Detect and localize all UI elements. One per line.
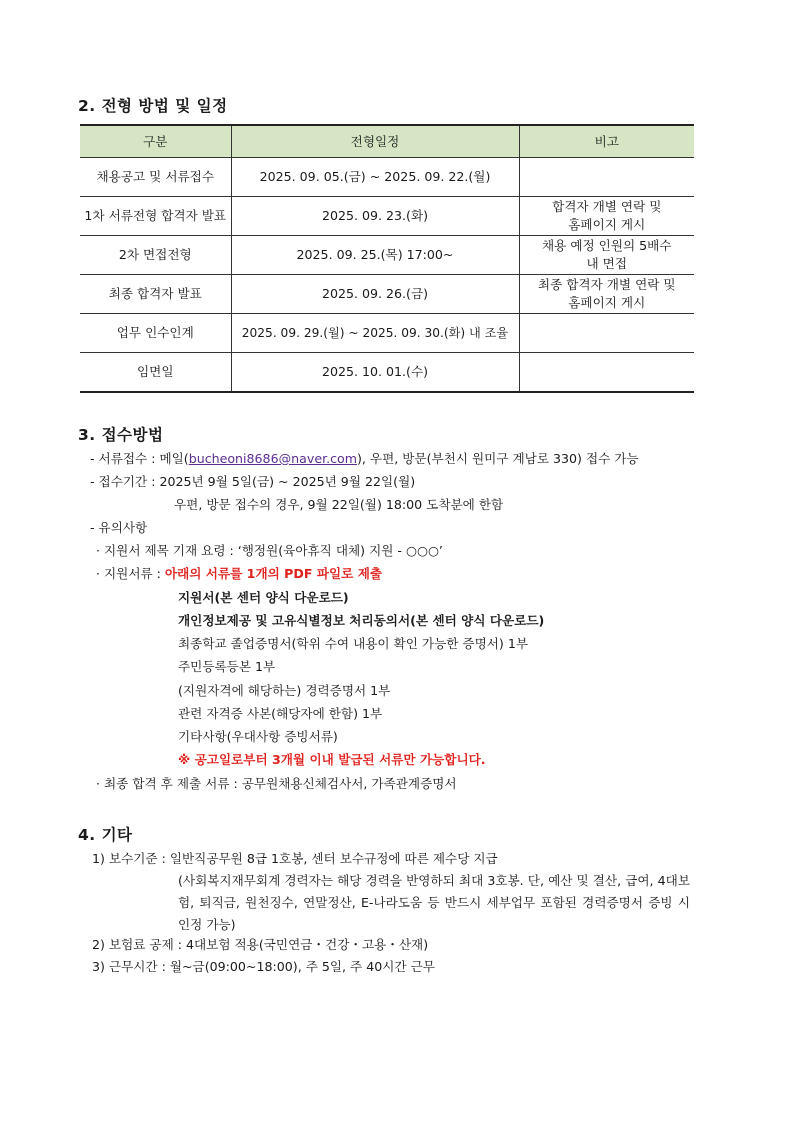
- row-schedule: 2025. 09. 05.(금) ~ 2025. 09. 22.(월): [231, 158, 519, 197]
- section-2-title: 2. 전형 방법 및 일정: [78, 97, 228, 115]
- row-schedule: 2025. 09. 23.(화): [231, 197, 519, 236]
- docs-line: · 지원서류 : 아래의 서류를 1개의 PDF 파일로 제출: [96, 566, 383, 581]
- doc-item: 기타사항(우대사항 증빙서류): [178, 729, 338, 744]
- row-schedule: 2025. 09. 29.(월) ~ 2025. 09. 30.(화) 내 조율: [231, 314, 519, 353]
- schedule-table: [80, 124, 694, 393]
- row-note: [519, 353, 694, 393]
- row-category: 업무 인수인계: [80, 314, 231, 353]
- doc-item: 지원서(본 센터 양식 다운로드): [178, 590, 349, 605]
- row-note: [519, 158, 694, 197]
- row-category: 2차 면접전형: [80, 236, 231, 275]
- row-note: 최종 합격자 개별 연락 및 홈페이지 게시: [519, 275, 694, 314]
- doc-receipt-line: - 서류접수 : 메일(bucheoni8686@naver.com), 우편, 방문(부천시 원미구 계남로 330) 접수 가능: [90, 451, 639, 466]
- table-row: [80, 275, 694, 314]
- table-row: [80, 236, 694, 275]
- section-3-title: 3. 접수방법: [78, 426, 164, 444]
- docs-instruction: 아래의 서류를 1개의 PDF 파일로 제출: [164, 566, 383, 581]
- table-row: [80, 314, 694, 353]
- final-docs: · 최종 합격 후 제출 서류 : 공무원채용신체검사서, 가족관계증명서: [96, 776, 457, 791]
- row-category: 채용공고 및 서류접수: [80, 158, 231, 197]
- header-schedule: 전형일정: [231, 125, 519, 158]
- doc-item: 관련 자격증 사본(해당자에 한함) 1부: [178, 706, 383, 721]
- row-schedule: 2025. 09. 26.(금): [231, 275, 519, 314]
- receipt-period: - 접수기간 : 2025년 9월 5일(금) ~ 2025년 9월 22일(월): [90, 474, 416, 489]
- doc-warning: ※ 공고일로부터 3개월 이내 발급된 서류만 가능합니다.: [178, 752, 486, 767]
- row-schedule: 2025. 09. 25.(목) 17:00~: [231, 236, 519, 275]
- salary-line: 1) 보수기준 : 일반직공무원 8급 1호봉, 센터 보수규정에 따른 제수당 지급: [92, 851, 498, 866]
- header-note: 비고: [519, 125, 694, 158]
- doc-item: 주민등록등본 1부: [178, 659, 276, 674]
- section-4-title: 4. 기타: [78, 826, 133, 844]
- insurance-line: 2) 보험료 공제 : 4대보험 적용(국민연금・건강・고용・산재): [92, 937, 429, 952]
- row-category: 임면일: [80, 353, 231, 393]
- hours-line: 3) 근무시간 : 월~금(09:00~18:00), 주 5일, 주 40시간 근무: [92, 959, 435, 974]
- table-row: [80, 353, 694, 393]
- salary-note: (사회복지재무회계 경력자는 해당 경력을 반영하되 최대 3호봉. 단, 예산 및 결산, 급여, 4대보험, 퇴직금, 원천징수, 연말정산, E-나라도움 등 반드시 세부업무 포함된 경력증명서 증빙 시 인정 가능): [178, 873, 690, 932]
- row-note: 합격자 개별 연락 및 홈페이지 게시: [519, 197, 694, 236]
- title-rule: · 지원서 제목 기재 요령 : ‘행정원(육아휴직 대체) 지원 - ○○○’: [96, 543, 443, 558]
- doc-item: 최종학교 졸업증명서(학위 수여 내용이 확인 가능한 증명서) 1부: [178, 636, 529, 651]
- table-header-row: [80, 125, 694, 158]
- row-category: 최종 합격자 발표: [80, 275, 231, 314]
- table-row: [80, 197, 694, 236]
- doc-item: 개인정보제공 및 고유식별정보 처리동의서(본 센터 양식 다운로드): [178, 613, 545, 628]
- row-note: [519, 314, 694, 353]
- notes-heading: - 유의사항: [90, 520, 148, 535]
- doc-item: (지원자격에 해당하는) 경력증명서 1부: [178, 683, 391, 698]
- row-category: 1차 서류전형 합격자 발표: [80, 197, 231, 236]
- row-note: 채용 예정 인원의 5배수 내 면접: [519, 236, 694, 275]
- table-row: [80, 158, 694, 197]
- header-category: 구분: [80, 125, 231, 158]
- row-schedule: 2025. 10. 01.(수): [231, 353, 519, 393]
- email-link[interactable]: bucheoni8686@naver.com: [188, 451, 357, 466]
- receipt-period-note: 우편, 방문 접수의 경우, 9월 22일(월) 18:00 도착분에 한함: [174, 497, 504, 512]
